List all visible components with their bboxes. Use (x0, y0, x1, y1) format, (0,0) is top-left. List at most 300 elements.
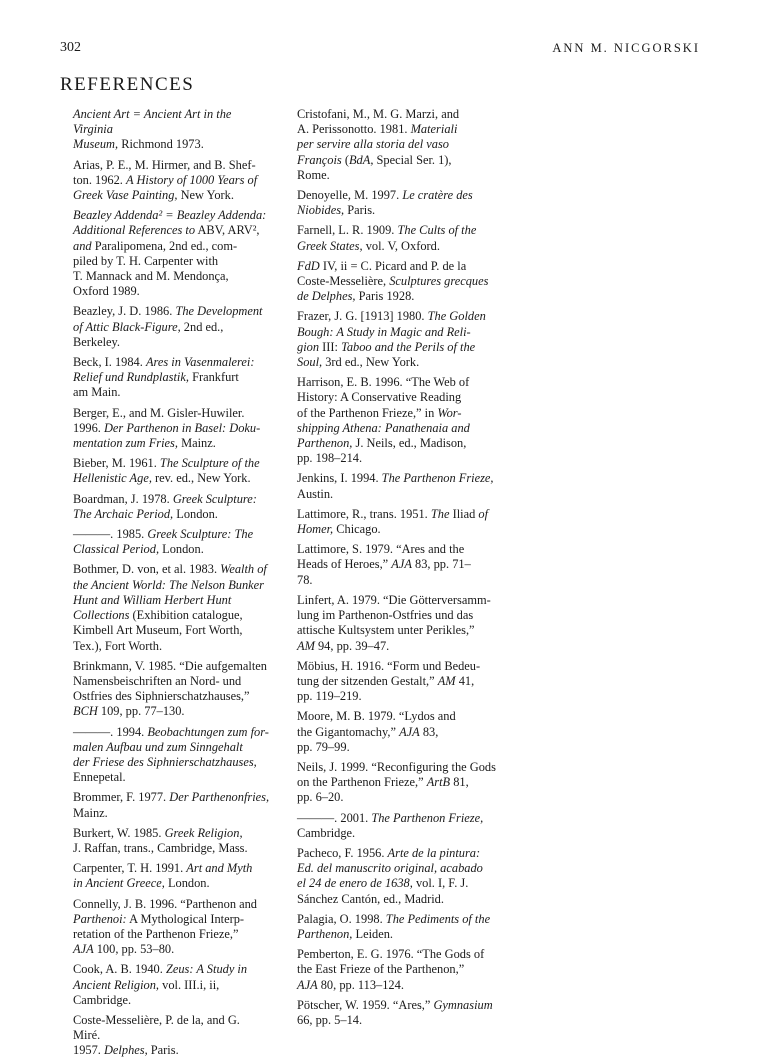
reference-line (73, 593, 270, 608)
italic-text: Le cratère des (402, 188, 473, 203)
italic-text: shipping Athena: Panathenaia and (297, 420, 470, 435)
italic-text: FdD (297, 258, 320, 273)
reference-line (297, 522, 496, 537)
reference-line (73, 406, 270, 421)
text: Namensbeischriften an Nord- und (73, 673, 242, 688)
reference-line (297, 876, 496, 891)
text: 1996. (73, 420, 104, 435)
italic-text: Art and Myth (186, 861, 253, 876)
reference-line (297, 542, 496, 557)
reference-line (297, 912, 496, 927)
reference-line (73, 304, 270, 319)
reference-line (297, 507, 496, 522)
reference-line (73, 269, 270, 284)
reference-line (297, 239, 496, 254)
reference-line (297, 689, 496, 704)
text: pp. 79–99. (297, 739, 350, 754)
reference-column-left (60, 107, 270, 1064)
italic-text: Parthenoi: (73, 911, 127, 926)
reference-line (297, 137, 496, 152)
reference-line (297, 471, 496, 486)
reference-line (297, 309, 496, 324)
italic-text: A History of 1000 Years of (126, 172, 258, 187)
reference-entry (284, 309, 496, 370)
reference-line (73, 421, 270, 436)
text: Frazer, J. G. [1913] 1980. (297, 309, 428, 324)
italic-text: The Golden (427, 309, 486, 324)
reference-line (73, 137, 270, 152)
text: Bieber, M. 1961. (73, 456, 160, 471)
text: London. (159, 542, 204, 557)
italic-text: de Delphes, (297, 289, 356, 304)
italic-text: BCH (73, 704, 98, 719)
reference-line (297, 593, 496, 608)
text: 3rd ed., New York. (322, 355, 420, 370)
reference-line (297, 947, 496, 962)
text: 83, (419, 724, 439, 739)
text: Coste-Messelière, P. de la, and G. Miré. (73, 1012, 240, 1043)
reference-line (297, 340, 496, 355)
reference-entry (284, 188, 496, 218)
reference-line (73, 562, 270, 577)
reference-line (73, 993, 270, 1008)
italic-text: AM (297, 638, 315, 653)
italic-text: the Ancient World: The Nelson Bunker (73, 577, 264, 592)
reference-line (73, 471, 270, 486)
italic-text: The Archaic Period, (73, 506, 174, 521)
italic-text: Ancient Religion, (73, 977, 160, 992)
text: Cambridge. (73, 992, 132, 1007)
reference-line (297, 659, 496, 674)
text: 100, pp. 53–80. (93, 942, 175, 957)
text: the East Frieze of the Parthenon,” (297, 962, 465, 977)
reference-line (297, 927, 496, 942)
italic-text: Parthenon, (297, 926, 353, 941)
italic-text: gion (297, 339, 320, 354)
reference-line (73, 674, 270, 689)
text: 1957. (73, 1043, 104, 1058)
text: ———. 1994. (73, 724, 148, 739)
italic-text: ArtB (426, 775, 451, 790)
text: Moore, M. B. 1979. “Lydos and (297, 709, 456, 724)
reference-line (297, 775, 496, 790)
text: Kimbell Art Museum, Fort Worth, (73, 623, 243, 638)
text: Tex.), Fort Worth. (73, 638, 163, 653)
reference-line (73, 740, 270, 755)
reference-line (73, 826, 270, 841)
text: piled by T. H. Carpenter with (73, 253, 219, 268)
italic-text: AJA (391, 557, 412, 572)
text: London. (173, 506, 218, 521)
reference-line (297, 451, 496, 466)
italic-text: Wealth of (220, 562, 267, 577)
italic-text: Classical Period, (73, 542, 160, 557)
italic-text: AJA (297, 977, 318, 992)
text: am Main. (73, 385, 121, 400)
text: pp. 6–20. (297, 790, 344, 805)
reference-line (73, 542, 270, 557)
text: ———. 2001. (297, 810, 372, 825)
italic-text: malen Aufbau und zum Sinngehalt (73, 739, 243, 754)
reference-line (297, 355, 496, 370)
text: Pacheco, F. 1956. (297, 845, 388, 860)
text: vol. I, F. J. (412, 876, 469, 891)
reference-line (297, 223, 496, 238)
reference-line (73, 1013, 270, 1043)
text: Leiden. (352, 926, 394, 941)
reference-entry (60, 158, 270, 204)
reference-line (73, 507, 270, 522)
reference-entry (284, 507, 496, 537)
text: Richmond 1973. (118, 137, 204, 152)
reference-line (297, 740, 496, 755)
reference-line (73, 208, 270, 223)
italic-text: Ares in Vasenmalerei: (145, 355, 255, 370)
reference-line (297, 325, 496, 340)
text: Neils, J. 1999. “Reconfiguring the Gods (297, 759, 496, 774)
italic-text: Relief und Rundplastik, (73, 370, 189, 385)
reference-line (297, 421, 496, 436)
text: of the Parthenon Frieze,” in (297, 405, 438, 420)
italic-text: AM (437, 673, 456, 688)
text: Farnell, L. R. 1909. (297, 223, 398, 238)
reference-line (73, 188, 270, 203)
italic-text: Additional References to (73, 223, 196, 238)
italic-text: The Development (175, 304, 263, 319)
italic-text: Delphes, (103, 1043, 148, 1058)
reference-line (73, 897, 270, 912)
italic-text: Ed. del manuscrito original, acabado (297, 861, 483, 876)
italic-text: Beobachtungen zum for- (147, 724, 269, 739)
italic-text: The Pediments of the (385, 911, 491, 926)
italic-text: Greek Sculpture: (172, 491, 257, 506)
reference-line (297, 573, 496, 588)
italic-text: AJA (73, 942, 94, 957)
text: pp. 198–214. (297, 451, 363, 466)
italic-text: of (478, 506, 489, 521)
reference-line (297, 557, 496, 572)
text: Paris 1928. (355, 289, 415, 304)
text: 2nd ed., (180, 319, 224, 334)
reference-line (297, 1013, 496, 1028)
reference-line (73, 456, 270, 471)
reference-line (73, 1043, 270, 1058)
reference-line (73, 790, 270, 805)
reference-entry (60, 208, 270, 299)
reference-entry (60, 304, 270, 350)
text: lung im Parthenon-Ostfries und das (297, 608, 474, 623)
reference-entry (284, 811, 496, 841)
text: Ennepetal. (73, 770, 126, 785)
italic-text: Collections (73, 608, 130, 623)
text: Beazley, J. D. 1986. (73, 304, 176, 319)
reference-line (297, 259, 496, 274)
text: Jenkins, I. 1994. (297, 471, 382, 486)
italic-text: BdA, (348, 152, 374, 167)
reference-line (73, 355, 270, 370)
text: Mainz. (73, 805, 108, 820)
page-header (60, 40, 700, 60)
italic-text: Soul, (297, 355, 323, 370)
reference-line (297, 998, 496, 1013)
text: Paris. (344, 203, 376, 218)
text: Pötscher, W. 1959. “Ares,” (297, 997, 434, 1012)
text: vol. III.i, ii, (159, 977, 220, 992)
text: rev. ed., New York. (151, 471, 251, 486)
text: Paris. (147, 1043, 179, 1058)
reference-entry (284, 912, 496, 942)
reference-line (73, 841, 270, 856)
text: Berkeley. (73, 334, 121, 349)
text: Palagia, O. 1998. (297, 911, 386, 926)
italic-text: The Sculpture of the (159, 456, 260, 471)
italic-text: François (297, 152, 342, 167)
text: Paralipomena, 2nd ed., com- (91, 238, 238, 253)
reference-line (73, 527, 270, 542)
text: History: A Conservative Reading (297, 390, 462, 405)
italic-text: The Cults of the (397, 223, 477, 238)
reference-line (297, 962, 496, 977)
reference-entry (284, 846, 496, 907)
text: Lattimore, S. 1979. “Ares and the (297, 542, 465, 557)
text: London. (164, 876, 210, 891)
reference-entry (284, 542, 496, 588)
text: Brinkmann, V. 1985. “Die aufgemalten (73, 658, 267, 673)
text: (Exhibition catalogue, (129, 608, 243, 623)
text: pp. 119–219. (297, 689, 362, 704)
italic-text: el 24 de enero de 1638, (297, 876, 413, 891)
italic-text: The Parthenon Frieze, (381, 471, 494, 486)
text: Cambridge. (297, 825, 356, 840)
italic-text: Sculptures grecques (389, 274, 489, 289)
italic-text: Parthenon, (297, 436, 353, 451)
reference-entry (60, 826, 270, 856)
reference-entry (284, 107, 496, 183)
text: T. Mannack and M. Mendonça, (73, 269, 229, 284)
text: Arias, P. E., M. Hirmer, and B. Shef- (73, 157, 256, 172)
text: Ostfries des Siphnierschatzhauses,” (73, 689, 250, 704)
reference-line (73, 284, 270, 299)
italic-text: mentation zum Fries, (73, 436, 178, 451)
reference-line (73, 689, 270, 704)
italic-text: Der Parthenonfries, (169, 790, 270, 805)
text: Sánchez Cantón, ed., Madrid. (297, 891, 444, 906)
text: III: (319, 339, 342, 354)
reference-line (297, 709, 496, 724)
reference-line (297, 861, 496, 876)
text: tung der sitzenden Gestalt,” (297, 673, 438, 688)
text: ABV, ARV², (195, 223, 260, 238)
text: 94, pp. 39–47. (314, 638, 390, 653)
reference-line (73, 942, 270, 957)
italic-text: per servire alla storia del vaso (297, 137, 449, 152)
reference-line (73, 158, 270, 173)
reference-entry (60, 456, 270, 486)
reference-entry (60, 897, 270, 958)
reference-line (73, 608, 270, 623)
reference-line (297, 892, 496, 907)
text: Berger, E., and M. Gisler-Huwiler. (73, 405, 245, 420)
reference-line (73, 223, 270, 238)
reference-line (73, 639, 270, 654)
reference-column-right (284, 107, 496, 1033)
reference-line (73, 436, 270, 451)
reference-line (73, 335, 270, 350)
text: Burkert, W. 1985. (73, 825, 165, 840)
italic-text: Ancient Art = Ancient Art in the Virginia (73, 107, 232, 137)
italic-text: Wor- (437, 405, 462, 420)
reference-line (73, 861, 270, 876)
reference-line (73, 370, 270, 385)
text: Lattimore, R., trans. 1951. (297, 506, 431, 521)
text: Möbius, H. 1916. “Form und Bedeu- (297, 658, 481, 673)
reference-line (297, 289, 496, 304)
text: retation of the Parthenon Frieze,” (73, 926, 239, 941)
reference-entry (60, 527, 270, 557)
reference-line (297, 122, 496, 137)
reference-entry (60, 790, 270, 820)
reference-line (73, 755, 270, 770)
reference-line (73, 806, 270, 821)
reference-entry (60, 861, 270, 891)
reference-entry (284, 593, 496, 654)
reference-line (297, 978, 496, 993)
reference-line (297, 790, 496, 805)
text: IV, ii = C. Picard and P. de la (319, 258, 467, 273)
text: Coste-Messelière, (297, 274, 390, 289)
text: Connelly, J. B. 1996. “Parthenon and (73, 896, 258, 911)
text: J. Neils, ed., Madison, (352, 436, 467, 451)
reference-line (297, 188, 496, 203)
text: Mainz. (177, 436, 216, 451)
text: Bothmer, D. von, et al. 1983. (73, 562, 221, 577)
reference-line (73, 492, 270, 507)
text: Beck, I. 1984. (73, 355, 146, 370)
reference-line (297, 436, 496, 451)
reference-line (73, 254, 270, 269)
italic-text: Der Parthenon in Basel: Doku- (103, 420, 261, 435)
reference-entry (284, 223, 496, 253)
text: attische Kultsystem unter Perikles,” (297, 623, 475, 638)
italic-text: Niobides, (297, 203, 345, 218)
reference-line (297, 811, 496, 826)
text: Iliad (449, 506, 479, 521)
text: Heads of Heroes,” (297, 557, 392, 572)
reference-entry (60, 962, 270, 1008)
reference-entry (60, 725, 270, 786)
text: 41, (455, 673, 475, 688)
text: vol. V, Oxford. (362, 238, 440, 253)
italic-text: of Attic Black-Figure, (73, 319, 181, 334)
italic-text: Arte de la pintura: (387, 845, 481, 860)
text: A Mythological Interp- (126, 911, 245, 926)
reference-line (73, 173, 270, 188)
reference-line (297, 639, 496, 654)
text: Chicago. (333, 522, 381, 537)
reference-line (73, 623, 270, 638)
reference-line (73, 978, 270, 993)
italic-text: Greek States, (297, 238, 363, 253)
italic-text: Homer, (297, 522, 334, 537)
reference-entry (60, 492, 270, 522)
reference-entry (284, 259, 496, 305)
text: Oxford 1989. (73, 284, 140, 299)
reference-line (297, 674, 496, 689)
italic-text: Hunt and William Herbert Hunt (73, 592, 232, 607)
text: the Gigantomachy,” (297, 724, 400, 739)
reference-entry (284, 375, 496, 466)
reference-line (297, 203, 496, 218)
text: J. Raffan, trans., Cambridge, Mass. (73, 840, 248, 855)
text: Cook, A. B. 1940. (73, 962, 166, 977)
text: on the Parthenon Frieze,” (297, 775, 427, 790)
reference-line (297, 153, 496, 168)
references-heading: REFERENCES (60, 74, 195, 95)
reference-line (297, 107, 496, 122)
text: Pemberton, E. G. 1976. “The Gods of (297, 947, 485, 962)
reference-line (297, 826, 496, 841)
text: 80, pp. 113–124. (317, 977, 404, 992)
running-head: ANN M. NICGORSKI (552, 41, 700, 55)
reference-line (297, 623, 496, 638)
text: Brommer, F. 1977. (73, 790, 170, 805)
reference-entry (60, 355, 270, 401)
text: 78. (297, 572, 313, 587)
italic-text: Greek Sculpture: The (147, 527, 254, 542)
reference-line (297, 608, 496, 623)
italic-text: Taboo and the Perils of the (341, 339, 476, 354)
reference-line (297, 487, 496, 502)
italic-text: der Friese des Siphnierschatzhauses, (73, 754, 257, 769)
reference-line (73, 107, 270, 137)
reference-line (73, 385, 270, 400)
italic-text: Greek Vase Painting, (73, 188, 178, 203)
text: Carpenter, T. H. 1991. (73, 861, 187, 876)
italic-text: in Ancient Greece, (73, 876, 165, 891)
reference-line (297, 274, 496, 289)
reference-entry (60, 562, 270, 653)
reference-line (297, 375, 496, 390)
text: 66, pp. 5–14. (297, 1012, 363, 1027)
reference-line (73, 876, 270, 891)
reference-line (73, 578, 270, 593)
reference-line (297, 725, 496, 740)
italic-text: Hellenistic Age, (73, 471, 152, 486)
reference-line (73, 659, 270, 674)
text: New York. (177, 188, 234, 203)
reference-entry (284, 471, 496, 501)
italic-text: Greek Religion, (164, 825, 243, 840)
reference-entry (284, 709, 496, 755)
italic-text: Bough: A Study in Magic and Reli- (297, 324, 471, 339)
reference-line (297, 406, 496, 421)
text: Boardman, J. 1978. (73, 491, 173, 506)
text: Special Ser. 1), (373, 152, 452, 167)
italic-text: Museum, (73, 137, 119, 152)
reference-line (73, 704, 270, 719)
text: Linfert, A. 1979. “Die Götterversamm- (297, 592, 491, 607)
text: 109, pp. 77–130. (97, 704, 185, 719)
reference-line (297, 168, 496, 183)
reference-line (73, 962, 270, 977)
text: Frankfurt (188, 370, 239, 385)
italic-text: and (73, 238, 92, 253)
reference-line (73, 927, 270, 942)
italic-text: Gymnasium (433, 997, 493, 1012)
reference-entry (60, 659, 270, 720)
reference-line (73, 320, 270, 335)
reference-line (297, 760, 496, 775)
